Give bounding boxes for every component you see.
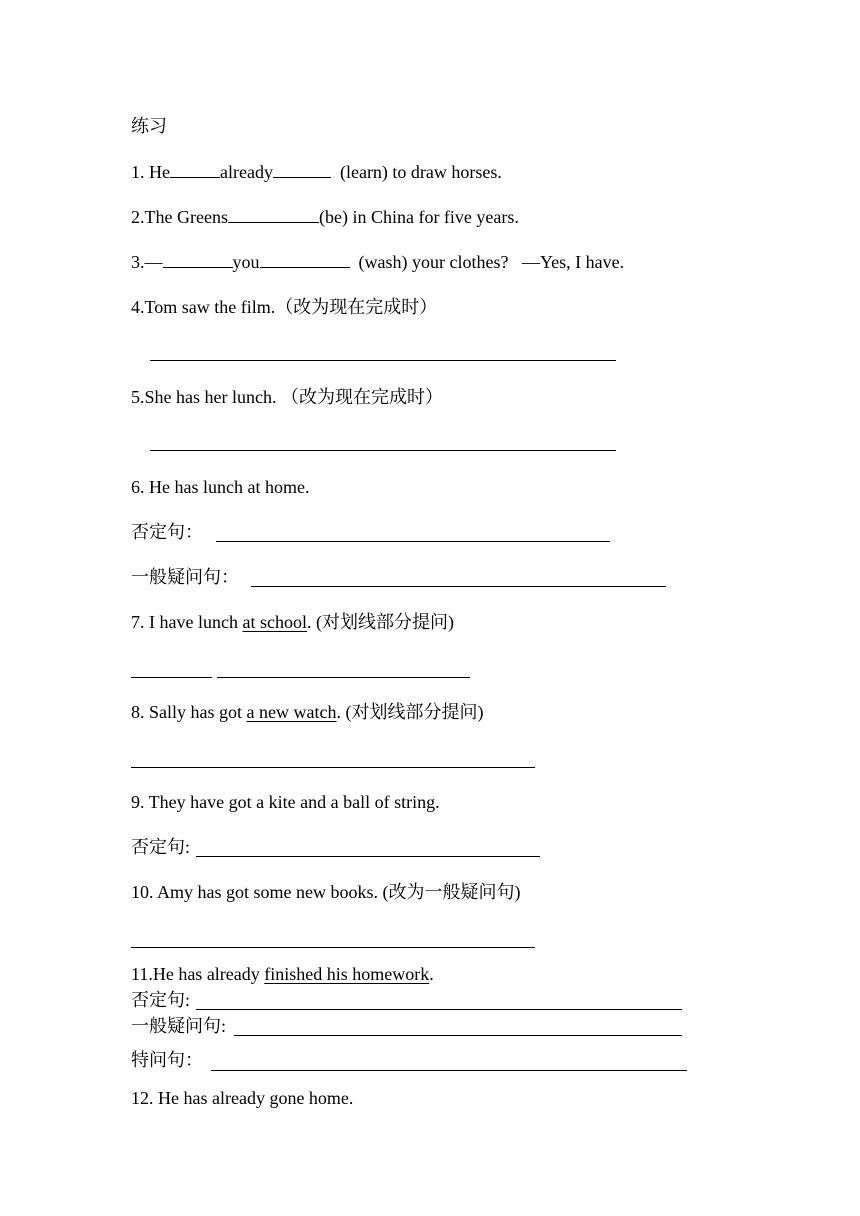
q3-blank-1 [163, 251, 233, 268]
q3-start: 3.— [131, 252, 163, 272]
q3-mid: you [232, 252, 260, 272]
q6-negative-label: 否定句： [131, 522, 203, 542]
question-12: 12. He has already gone home. [131, 1088, 354, 1108]
question-7 [131, 610, 454, 634]
q9-negative-label: 否定句: [131, 837, 191, 857]
q2-start: 2.The Greens [131, 207, 228, 227]
q2-blank [228, 206, 319, 223]
q6-negative-line [216, 541, 610, 542]
q11-question-line [234, 1035, 682, 1036]
q11-wh-label: 特问句： [131, 1050, 203, 1070]
q11-underlined: finished his homework [264, 964, 430, 984]
q6-question-line [251, 586, 666, 587]
question-10: 10. Amy has got some new books. (改为一般疑问句) [131, 882, 521, 902]
question-3 [131, 250, 624, 274]
question-2 [131, 205, 519, 229]
q7-answer-line-1 [131, 677, 212, 678]
q3-question: (wash) your clothes? [358, 252, 509, 272]
question-5: 5.She has her lunch. （改为现在完成时） [131, 387, 443, 407]
q8-start: 8. Sally has got [131, 702, 247, 722]
question-11 [131, 962, 434, 986]
q1-mid: already [220, 162, 273, 182]
q8-end: . (对划线部分提问) [336, 702, 484, 722]
q11-question-label: 一般疑问句: [131, 1016, 227, 1036]
q2-end: (be) in China for five years. [318, 207, 519, 227]
q6-question-label: 一般疑问句： [131, 567, 239, 587]
q1-blank-1 [170, 161, 220, 178]
q7-underlined: at school [242, 612, 307, 632]
q11-start: 11.He has already [131, 964, 265, 984]
question-4: 4.Tom saw the film.（改为现在完成时） [131, 297, 438, 317]
question-8 [131, 700, 483, 724]
q8-answer-line [131, 767, 535, 768]
question-6: 6. He has lunch at home. [131, 477, 310, 497]
q3-blank-2 [260, 251, 350, 268]
q9-negative-line [196, 856, 540, 857]
worksheet-title: 练习 [131, 116, 167, 136]
q11-end: . [429, 964, 434, 984]
q11-negative-line [196, 1009, 682, 1010]
q1-end: (learn) to draw horses. [339, 162, 502, 182]
q3-answer: —Yes, I have. [521, 252, 625, 272]
q5-answer-line [150, 450, 616, 451]
q10-answer-line [131, 947, 535, 948]
q7-end: . (对划线部分提问) [306, 612, 454, 632]
q7-answer-line-2 [217, 677, 470, 678]
q1-start: 1. He [131, 162, 170, 182]
q11-negative-label: 否定句: [131, 990, 191, 1010]
q1-blank-2 [273, 161, 331, 178]
question-9: 9. They have got a kite and a ball of string. [131, 792, 440, 812]
q8-underlined: a new watch [246, 702, 337, 722]
q7-start: 7. I have lunch [131, 612, 243, 632]
q11-wh-line [211, 1070, 687, 1071]
question-1 [131, 160, 502, 184]
q4-answer-line [150, 360, 616, 361]
